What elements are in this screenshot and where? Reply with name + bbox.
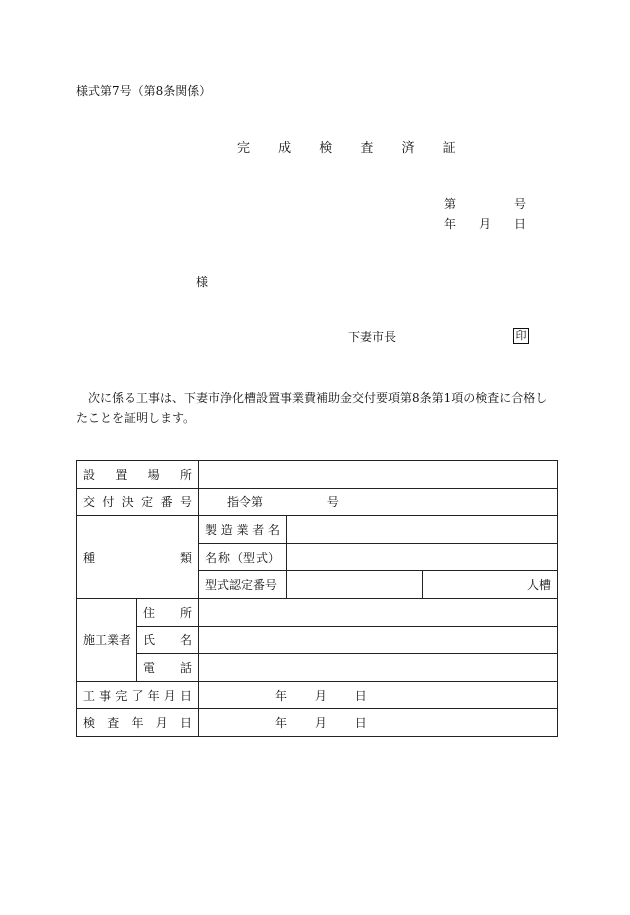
inspection-day: 日 (354, 716, 367, 731)
location-value-cell[interactable] (199, 461, 558, 489)
decision-number-suffix: 号 (326, 495, 339, 510)
contractor-label-cell: 施工業者 (77, 598, 137, 681)
inspection-date-label-cell: 検 査 年 月 日 (77, 709, 199, 737)
inspection-month: 月 (314, 716, 327, 731)
table-row (77, 654, 558, 682)
decision-number-label-cell: 交 付 決 定 番 号 (77, 488, 199, 516)
issue-day: 日 (513, 217, 526, 231)
table-row (77, 516, 558, 544)
name-model-label-cell: 名 称 （型 式） (199, 543, 287, 571)
table-row (77, 488, 558, 516)
table-row (77, 461, 558, 489)
name-label-cell: 氏 名 (137, 626, 199, 654)
seal-mark: 印 (513, 328, 529, 344)
completion-year: 年 (275, 688, 288, 703)
issuer-title: 下妻市長 (348, 330, 397, 344)
issue-date-line (444, 218, 526, 230)
document-title: 完 成 検 査 済 証 (237, 141, 468, 156)
completion-month: 月 (314, 688, 327, 703)
capacity-cell[interactable]: 人槽 (423, 571, 558, 599)
type-label-cell: 種 類 (77, 516, 199, 599)
table-row (77, 709, 558, 737)
name-model-value-cell[interactable] (287, 543, 558, 571)
recipient-honorific: 様 (196, 275, 209, 289)
number-prefix: 第 (444, 197, 457, 211)
form-number-label: 様式第7号（第8条関係） (76, 84, 212, 98)
table-row (77, 681, 558, 709)
manufacturer-value-cell[interactable] (287, 516, 558, 544)
name-value-cell[interactable] (199, 626, 558, 654)
cert-number-value-cell[interactable] (287, 571, 423, 599)
table-row (77, 598, 558, 626)
completion-day: 日 (354, 688, 367, 703)
table-row (77, 626, 558, 654)
inspection-year: 年 (275, 716, 288, 731)
manufacturer-label-cell: 製 造 業 者 名 (199, 516, 287, 544)
phone-value-cell[interactable] (199, 654, 558, 682)
inspection-date-value-cell[interactable] (199, 709, 558, 737)
decision-number-value-cell[interactable] (199, 488, 558, 516)
document-number-line (444, 198, 526, 210)
address-label-cell: 住 所 (137, 598, 199, 626)
phone-label-cell: 電 話 (137, 654, 199, 682)
inspection-table (76, 460, 558, 737)
completion-date-value-cell[interactable] (199, 681, 558, 709)
completion-date-label-cell: 工 事 完 了 年 月 日 (77, 681, 199, 709)
certification-text: 次に係る工事は、下妻市浄化槽設置事業費補助金交付要項第8条第1項の検査に合格したことを証明します。 (76, 391, 548, 425)
cert-number-label-cell: 型式認定番号 (199, 571, 287, 599)
decision-number-prefix: 指令第 (227, 495, 264, 510)
address-value-cell[interactable] (199, 598, 558, 626)
issue-month: 月 (478, 217, 491, 231)
issue-year: 年 (444, 217, 457, 231)
number-suffix: 号 (513, 197, 526, 211)
location-label-cell: 設 置 場 所 (77, 461, 199, 489)
